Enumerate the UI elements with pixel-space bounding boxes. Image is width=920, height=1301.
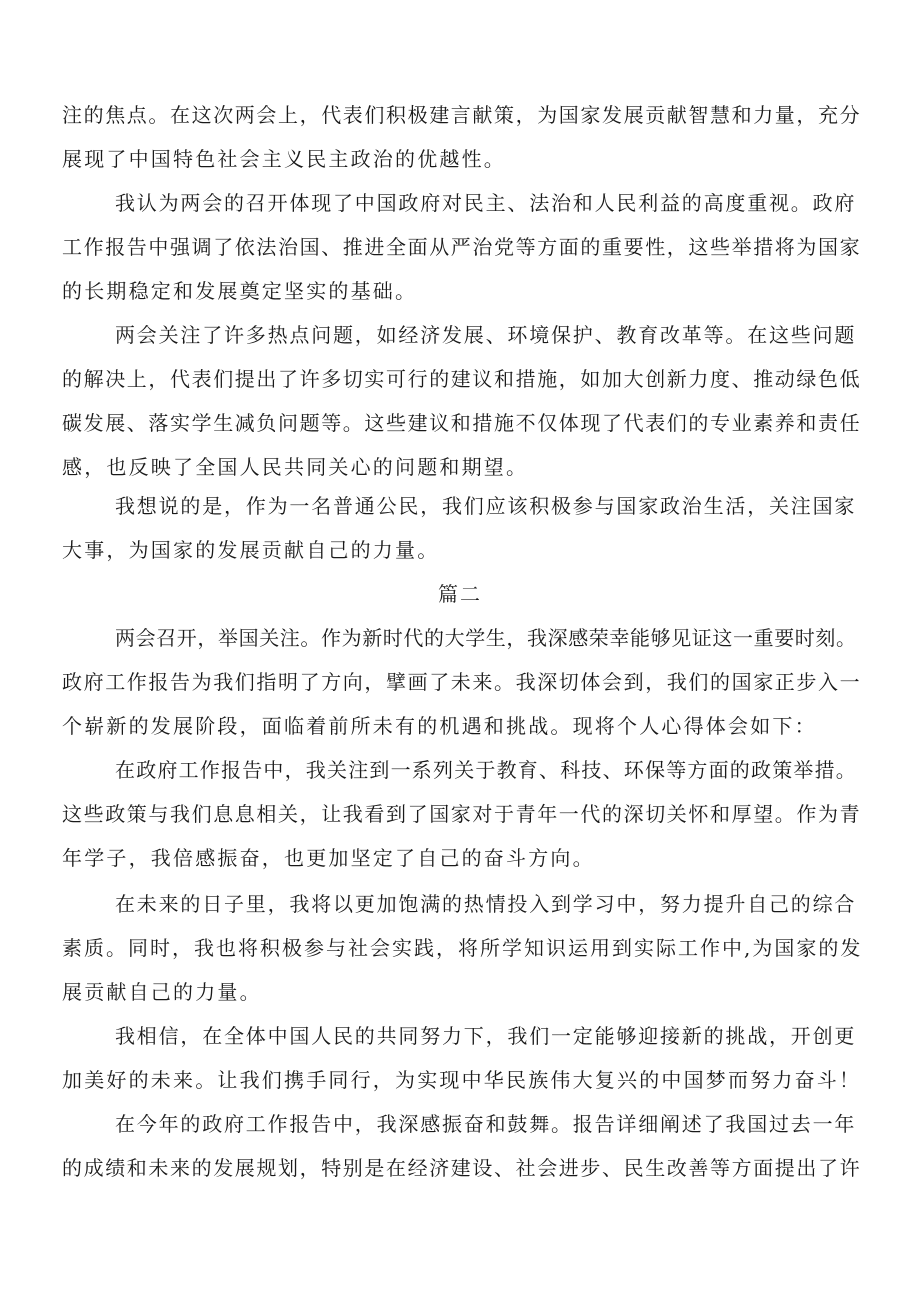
paragraph-line: 的成绩和未来的发展规划，特别是在经济建设、社会进步、民生改善等方面提出了许: [62, 1156, 862, 1180]
paragraph-line: 个崭新的发展阶段，面临着前所未有的机遇和挑战。现将个人心得体会如下：: [62, 714, 817, 738]
paragraph-line: 的解决上，代表们提出了许多切实可行的建议和措施，如加大创新力度、推动绿色低: [62, 367, 862, 391]
paragraph-line: 感，也反映了全国人民共同关心的问题和期望。: [62, 455, 529, 479]
paragraph-line: 在政府工作报告中，我关注到一系列关于教育、科技、环保等方面的政策举措。: [115, 758, 857, 782]
paragraph-line: 我想说的是，作为一名普通公民，我们应该积极参与国家政治生活，关注国家: [115, 494, 857, 518]
paragraph-line: 展贡献自己的力量。: [62, 980, 262, 1004]
paragraph-line: 两会关注了许多热点问题，如经济发展、环境保护、教育改革等。在这些问题: [115, 323, 857, 347]
paragraph-line: 展现了中国特色社会主义民主政治的优越性。: [62, 147, 506, 171]
section-heading: 篇二: [438, 582, 482, 606]
paragraph-line: 工作报告中强调了依法治国、推进全面从严治党等方面的重要性，这些举措将为国家: [62, 235, 862, 259]
paragraph-line: 年学子，我倍感振奋，也更加坚定了自己的奋斗方向。: [62, 846, 595, 870]
paragraph-line: 的长期稳定和发展奠定坚实的基础。: [62, 279, 418, 303]
paragraph-line: 在今年的政府工作报告中，我深感振奋和鼓舞。报告详细阐述了我国过去一年: [115, 1112, 857, 1136]
paragraph-line: 碳发展、落实学生减负问题等。这些建议和措施不仅体现了代表们的专业素养和责任: [62, 411, 862, 435]
paragraph-line: 我相信，在全体中国人民的共同努力下，我们一定能够迎接新的挑战，开创更: [115, 1024, 857, 1048]
paragraph-line: 素质。同时，我也将积极参与社会实践，将所学知识运用到实际工作中,为国家的发: [62, 936, 863, 960]
paragraph-line: 这些政策与我们息息相关，让我看到了国家对于青年一代的深切关怀和厚望。作为青: [62, 802, 862, 826]
paragraph-line: 加美好的未来。让我们携手同行，为实现中华民族伟大复兴的中国梦而努力奋斗！: [62, 1068, 862, 1092]
paragraph-line: 大事，为国家的发展贡献自己的力量。: [62, 538, 440, 562]
paragraph-line: 在未来的日子里，我将以更加饱满的热情投入到学习中，努力提升自己的综合: [115, 892, 857, 916]
paragraph-line: 政府工作报告为我们指明了方向，擘画了未来。我深切体会到，我们的国家正步入一: [62, 670, 862, 694]
paragraph-line: 两会召开，举国关注。作为新时代的大学生，我深感荣幸能够见证这一重要时刻。: [115, 626, 857, 650]
paragraph-line: 注的焦点。在这次两会上，代表们积极建言献策，为国家发展贡献智慧和力量，充分: [62, 103, 862, 127]
paragraph-line: 我认为两会的召开体现了中国政府对民主、法治和人民利益的高度重视。政府: [115, 191, 857, 215]
